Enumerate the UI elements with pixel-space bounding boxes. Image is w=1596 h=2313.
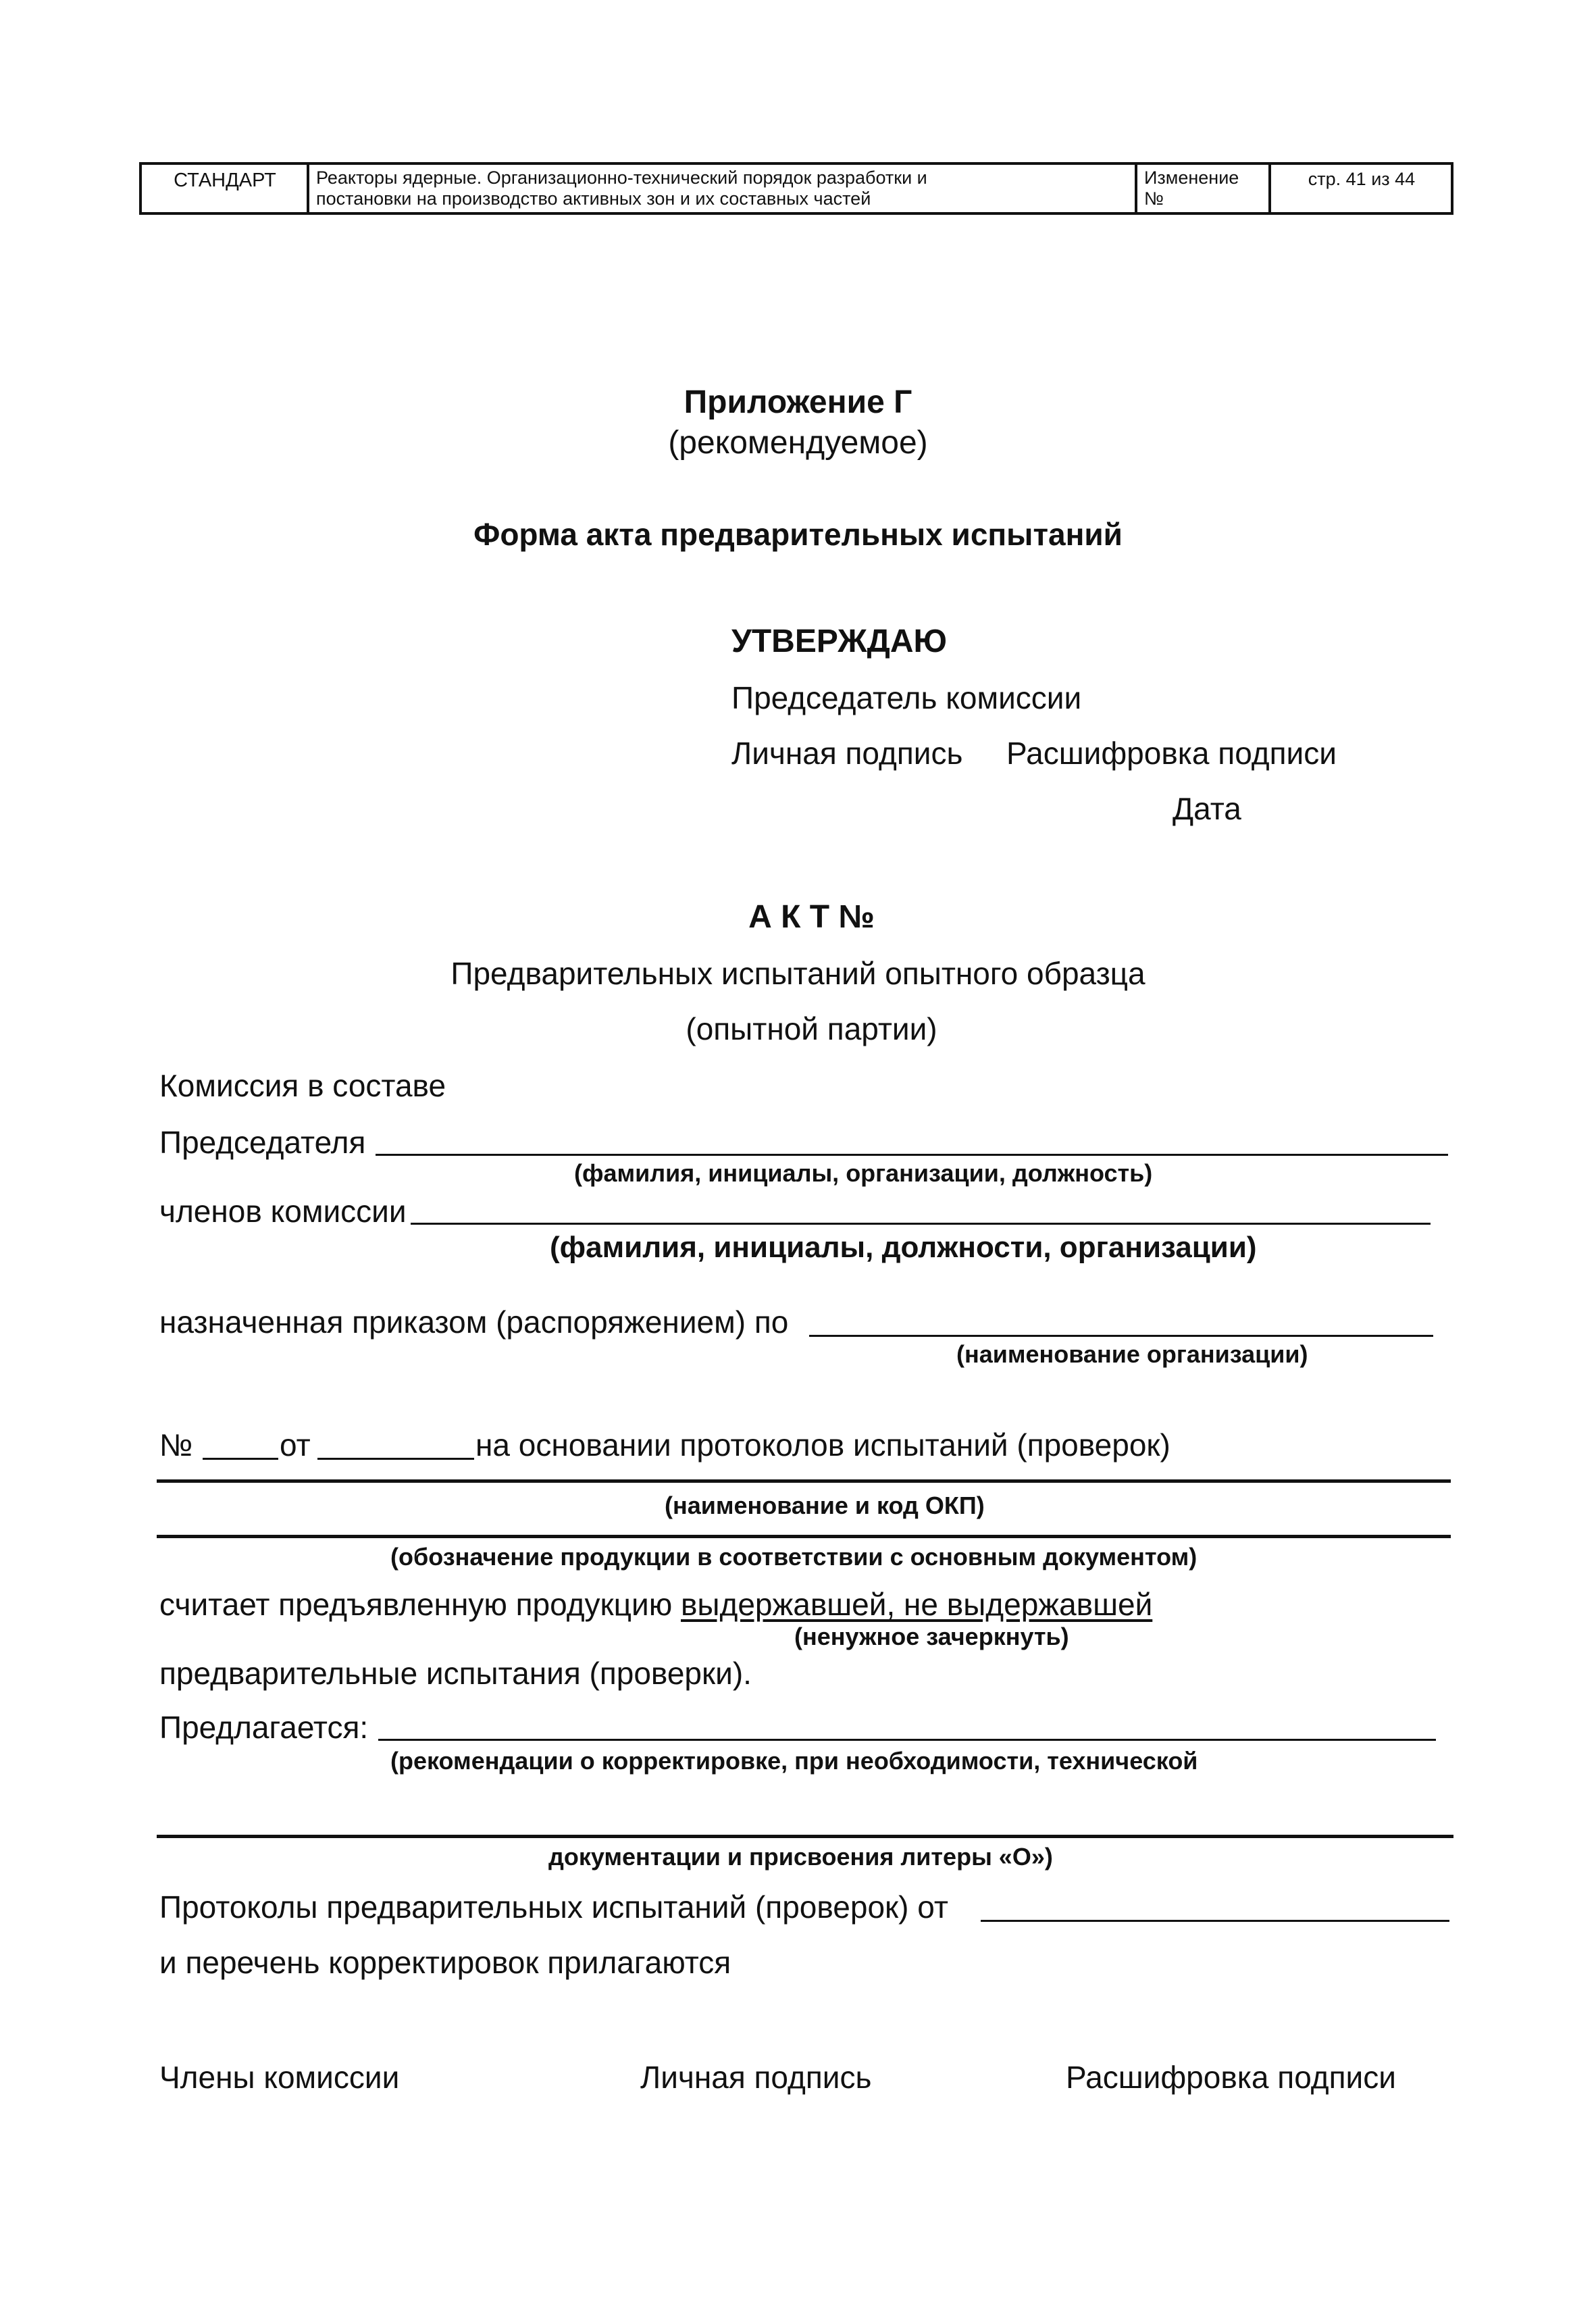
protocols-label: Протоколы предварительных испытаний (проверок) от xyxy=(159,1889,948,1925)
basis-text: на основании протоколов испытаний (проверок) xyxy=(475,1427,1170,1463)
from-label: от xyxy=(280,1427,311,1463)
okp-line xyxy=(157,1479,1451,1483)
appendix-subtitle: (рекомендуемое) xyxy=(668,425,928,461)
appendix-title: Приложение Г xyxy=(684,384,912,420)
act-line1: Предварительных испытаний опытного образца xyxy=(451,956,1145,991)
header-change-label: Изменение xyxy=(1144,168,1239,188)
proposed-line xyxy=(378,1739,1436,1741)
header-page: стр. 41 из 44 xyxy=(1308,169,1416,189)
proposed-label: Предлагается: xyxy=(159,1710,369,1745)
protocols-line xyxy=(981,1920,1449,1922)
number-line xyxy=(203,1458,278,1460)
okp-hint: (наименование и код ОКП) xyxy=(665,1492,985,1519)
chairman-line xyxy=(376,1154,1448,1156)
attached-text: и перечень корректировок прилагаются xyxy=(159,1945,731,1980)
org-hint: (наименование организации) xyxy=(956,1340,1308,1368)
prelim-text: предварительные испытания (проверки). xyxy=(159,1656,752,1691)
header-change-no: № xyxy=(1144,188,1164,209)
header-title xyxy=(309,165,1137,212)
chairman-label: Председателя xyxy=(159,1125,366,1160)
considers-text xyxy=(159,1586,1152,1623)
approve-signature: Личная подпись xyxy=(731,736,963,771)
act-title: А К Т № xyxy=(748,899,875,935)
passed-options: выдержавшей, не выдержавшей xyxy=(680,1587,1153,1622)
form-title: Форма акта предварительных испытаний xyxy=(473,517,1123,552)
approve-chairman: Председатель комиссии xyxy=(731,680,1082,715)
org-line xyxy=(809,1335,1433,1337)
approve-label: УТВЕРЖДАЮ xyxy=(731,624,947,659)
number-label: № xyxy=(159,1427,193,1463)
members-line xyxy=(411,1223,1431,1225)
rec-hint-2: документации и присвоения литеры «О») xyxy=(548,1843,1053,1871)
chairman-hint: (фамилия, инициалы, организации, должность) xyxy=(574,1159,1153,1187)
members-label: членов комиссии xyxy=(159,1194,407,1229)
footer-signature: Личная подпись xyxy=(640,2060,872,2095)
considers-label: считает предъявленную продукцию xyxy=(159,1587,673,1622)
strike-hint: (ненужное зачеркнуть) xyxy=(794,1623,1069,1650)
header-standard: СТАНДАРТ xyxy=(142,165,309,212)
approve-decode: Расшифровка подписи xyxy=(1006,736,1337,771)
act-line2: (опытной партии) xyxy=(686,1011,937,1046)
rec-line xyxy=(157,1835,1453,1838)
commission-label: Комиссия в составе xyxy=(159,1068,446,1103)
members-hint: (фамилия, инициалы, должности, организации) xyxy=(550,1231,1257,1264)
approve-date: Дата xyxy=(1173,791,1241,826)
header-table xyxy=(139,162,1453,215)
footer-members: Члены комиссии xyxy=(159,2060,400,2095)
header-change xyxy=(1137,165,1271,212)
footer-decode: Расшифровка подписи xyxy=(1066,2060,1396,2095)
from-line xyxy=(317,1458,474,1460)
header-title-line2: постановки на производство активных зон и их составных частей xyxy=(316,188,871,209)
rec-hint-1: (рекомендации о корректировке, при необходимости, технической xyxy=(390,1747,1198,1775)
header-title-line1: Реакторы ядерные. Организационно-технический порядок разработки и xyxy=(316,168,927,188)
product-hint: (обозначение продукции в соответствии с основным документом) xyxy=(390,1543,1198,1571)
product-line xyxy=(157,1535,1451,1538)
appointed-label: назначенная приказом (распоряжением) по xyxy=(159,1304,789,1340)
